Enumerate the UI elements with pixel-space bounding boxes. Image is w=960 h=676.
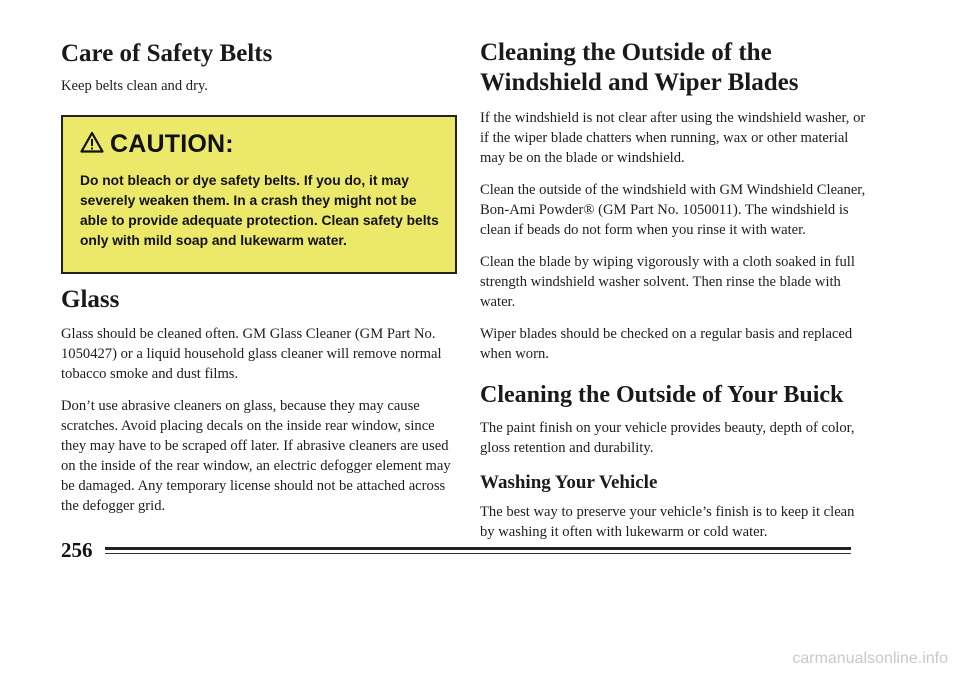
footer-rule-thick xyxy=(105,547,851,550)
caution-body: Do not bleach or dye safety belts. If you do, it may severely weaken them. In a crash they might not be able to provide adequate protection. Clean safety belts only with mild soap and lukewarm water. xyxy=(80,173,439,248)
page-number: 256 xyxy=(61,538,93,562)
right-column xyxy=(480,38,870,542)
buick-paragraph-1: The paint finish on your vehicle provides beauty, depth of color, gloss retention and durability. xyxy=(480,419,855,456)
page-footer xyxy=(61,538,851,562)
caution-title: CAUTION: xyxy=(110,130,234,158)
glass-heading: Glass xyxy=(61,286,120,313)
washing-paragraph-1: The best way to preserve your vehicle’s finish is to keep it clean by washing it often with lukewarm or cold water. xyxy=(480,504,855,541)
care-text: Keep belts clean and dry. xyxy=(61,78,208,94)
windshield-paragraph-2: Clean the outside of the windshield with GM Windshield Cleaner, Bon-Ami Powder® (GM Part No. 1050011). The windshield is clean if beads do not form when you rinse it with water. xyxy=(480,182,866,238)
footer-rule-thin xyxy=(105,553,851,554)
watermark: carmanualsonline.info xyxy=(792,650,948,667)
windshield-paragraph-1: If the windshield is not clear after using the windshield washer, or if the wiper blade chatters when running, wax or other material may be on the blade or windshield. xyxy=(480,110,866,166)
left-column xyxy=(61,40,461,96)
glass-section xyxy=(61,286,461,516)
washing-your-vehicle-heading: Washing Your Vehicle xyxy=(480,471,658,493)
caution-box xyxy=(61,115,457,274)
caution-header xyxy=(80,130,441,159)
windshield-paragraph-3: Clean the blade by wiping vigorously with a cloth soaked in full strength windshield washer solvent. Then rinse the blade with water. xyxy=(480,254,855,310)
glass-paragraph-2: Don’t use abrasive cleaners on glass, because they may cause scratches. Avoid placing decals on the inside rear window, since they may have to be scraped off later. If abrasive cleaners are used on the inside of the rear window, an electric defogger element may be damaged. Any temporary license should not be attached across the defogger grid. xyxy=(61,398,451,514)
warning-triangle-icon xyxy=(80,131,104,158)
windshield-heading: Cleaning the Outside of the Windshield and Wiper Blades xyxy=(480,39,799,96)
care-of-safety-belts-heading: Care of Safety Belts xyxy=(61,40,273,67)
glass-paragraph-1: Glass should be cleaned often. GM Glass Cleaner (GM Part No. 1050427) or a liquid household glass cleaner will remove normal tobacco smoke and dust films. xyxy=(61,326,442,382)
cleaning-outside-buick-heading: Cleaning the Outside of Your Buick xyxy=(480,382,844,408)
windshield-paragraph-4: Wiper blades should be checked on a regular basis and replaced when worn. xyxy=(480,326,853,362)
